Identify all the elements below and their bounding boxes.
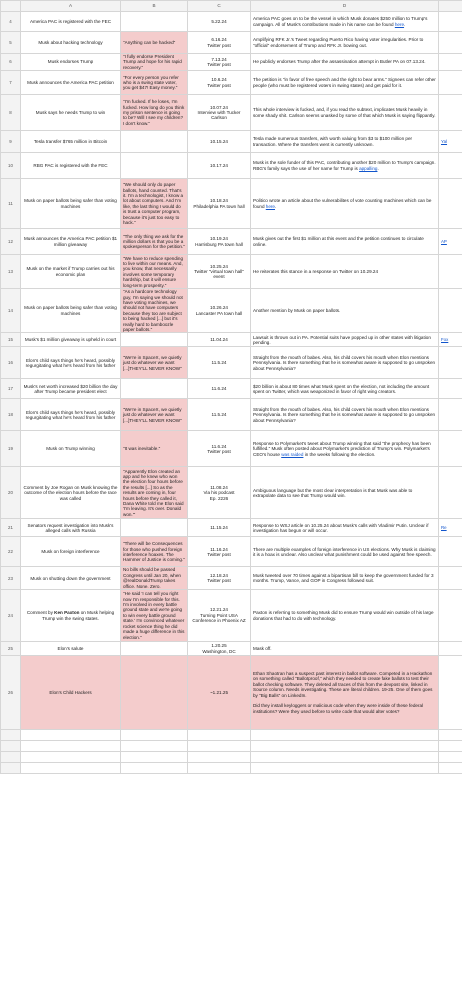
notes-link[interactable]: was raided [281, 451, 304, 457]
table-row [1, 656, 462, 730]
cell-event[interactable]: Elon's salute [21, 642, 121, 656]
cell-notes[interactable] [251, 431, 439, 467]
table-row [1, 431, 462, 467]
table-row [1, 379, 462, 399]
cell-quote[interactable]: "For every person you refer who is a swing state voter, you get $47! Easy money." [121, 71, 188, 95]
empty-cell[interactable] [21, 763, 121, 774]
cell-date-source[interactable]: 10.07.24 Interview with Tucker Carlson [188, 95, 251, 131]
cell-date-source[interactable]: 10.19.24 Harrisburg PA town hall [188, 229, 251, 255]
cell-event[interactable]: Senators request investigation into Musk's alleged calls with Russia [21, 519, 121, 537]
cell-quote[interactable] [121, 379, 188, 399]
row-number[interactable]: 8 [1, 95, 21, 131]
empty-cell[interactable] [121, 741, 188, 752]
empty-cell[interactable] [1, 752, 21, 763]
row-number[interactable]: 16 [1, 347, 21, 379]
cell-source-link[interactable] [439, 431, 462, 467]
cell-event[interactable]: Musk on shutting down the government [21, 567, 121, 590]
column-header-a[interactable]: A [21, 1, 121, 12]
cell-event[interactable]: Musk says he needs Trump to win [21, 95, 121, 131]
event-bold-name: Ken Paxton [54, 610, 80, 616]
cell-date-source[interactable]: 10.26.24 Lancaster PA town hall [188, 289, 251, 333]
table-row [1, 131, 462, 153]
notes-link[interactable]: here [265, 203, 275, 209]
table-row [1, 333, 462, 347]
notes-text-after: in the weeks following the election. [303, 451, 376, 457]
notes-text: Musk is the sole funder of this PAC, contributing another $20 million to Trump's campaign. RBG's family says the use of her name for Trump is [253, 160, 436, 171]
row-number[interactable]: 18 [1, 399, 21, 431]
cell-notes[interactable] [251, 95, 439, 131]
row-number[interactable]: 5 [1, 32, 21, 54]
notes-text: Another mention by Musk on paper ballots. [253, 308, 341, 314]
cell-quote[interactable]: "We're in SpaceX, we quietly just do whatever we want [...]THEY'LL NEVER KNOW" [121, 347, 188, 379]
row-number[interactable]: 9 [1, 131, 21, 153]
cell-date-source[interactable]: 11.6.24 [188, 379, 251, 399]
empty-row [1, 741, 462, 752]
notes-text: Lawsuit is thrown out in PA. Potential suits have popped up in other states with litigation pending. [253, 334, 431, 345]
cell-date-source[interactable]: 11.5.24 [188, 399, 251, 431]
notes-text-after: . [274, 203, 277, 209]
cell-event[interactable]: Musk endorses Trump [21, 54, 121, 71]
cell-event[interactable]: Musk on the market if Trump carries out his economic plan [21, 255, 121, 289]
table-row [1, 71, 462, 95]
cell-date-source[interactable]: 10.17.24 [188, 153, 251, 179]
cell-notes[interactable] [251, 12, 439, 32]
cell-date-source[interactable]: 12.18.24 Twitter post [188, 567, 251, 590]
notes-text-after: . [404, 21, 406, 27]
cell-event[interactable]: Musk on paper ballots being safer than voting machines [21, 289, 121, 333]
cell-event[interactable]: Tesla transfer $765 million in Bitcoin [21, 131, 121, 153]
cell-source-link[interactable] [439, 255, 462, 289]
table-row [1, 289, 462, 333]
corner-cell[interactable] [1, 1, 21, 12]
cell-quote[interactable]: "He said 'I can tell you right now I'm responsible for this. I'm involved in every battle ground state and we're going to win every battle ground state.' I'm convinced whatever rocket science thing he did made a huge difference in this election." [121, 590, 188, 642]
cell-source-link[interactable] [439, 153, 462, 179]
cell-notes[interactable] [251, 54, 439, 71]
cell-event[interactable]: Comment by Joe Rogan on Musk knowing the outcome of the election hours before the race was called [21, 467, 121, 519]
cell-quote[interactable]: "As a hardcore technology guy, I'm saying we should not have voting machines, we should not have computers because they too are subject to being hacked [...] but it's really hard to bamboozle paper ballots." [121, 289, 188, 333]
cell-date-source[interactable]: 11.16.24 Twitter post [188, 537, 251, 567]
cell-event[interactable]: Musk on foreign interference [21, 537, 121, 567]
notes-link[interactable]: here [394, 21, 405, 27]
table-row [1, 347, 462, 379]
cell-quote[interactable] [121, 642, 188, 656]
empty-row [1, 730, 462, 741]
cell-notes[interactable] [251, 229, 439, 255]
empty-row [1, 763, 462, 774]
empty-cell[interactable] [188, 741, 251, 752]
notes-text: Straight from the mouth of babes. Also, his child covers his mouth when Elon mentions Pennsylvania. Is there something that he is somewhat aware is supposed to go unspoken about Pennsylvania? [253, 354, 436, 371]
cell-event[interactable]: Musk announces the America PAC petition [21, 71, 121, 95]
column-header-b[interactable]: B [121, 1, 188, 12]
row-number[interactable]: 20 [1, 467, 21, 519]
cell-source-link[interactable] [439, 537, 462, 567]
empty-cell[interactable] [439, 752, 462, 763]
notes-text: Tesla made numerous transfers, with worth valuing from $3 to $100 million per transaction. Where the transfers went is currently unknown. [253, 136, 413, 147]
row-number[interactable]: 10 [1, 153, 21, 179]
cell-event[interactable]: Musk on paper ballots being safer than voting machines [21, 179, 121, 229]
notes-text: Amplifying RFK Jr.'s Tweet regarding Puerto Rico having voter irregularities. Prior to "official" endorsement of Trump and RFK Jr. bowing out. [253, 37, 424, 48]
row-number[interactable]: 22 [1, 537, 21, 567]
empty-cell[interactable] [121, 763, 188, 774]
empty-cell[interactable] [251, 741, 439, 752]
cell-date-source[interactable]: 7.13.24 Twitter post [188, 54, 251, 71]
table-row [1, 32, 462, 54]
cell-source-link[interactable] [439, 642, 462, 656]
table-row [1, 54, 462, 71]
empty-cell[interactable] [21, 741, 121, 752]
cell-event[interactable]: America PAC is registered with the FEC [21, 12, 121, 32]
row-number[interactable]: 17 [1, 379, 21, 399]
cell-quote[interactable]: "We're in SpaceX, we quietly just do whatever we want [...]THEY'LL NEVER KNOW" [121, 399, 188, 431]
cell-source-link[interactable] [439, 12, 462, 32]
notes-text: America PAC goes on to be the vessel in which Musk donates $250 million to Trump's campaign. All of Musk's contributions made in his name can be found [253, 16, 428, 27]
row-number[interactable]: 4 [1, 12, 21, 32]
cell-quote[interactable] [121, 153, 188, 179]
notes-text: Response to Polymarket's tweet about Trump winning that said "the prophecy has been fulfilled." Musk often posted about Polymarket's prediction of Trump's win. Polymarket's CEO's house [253, 440, 431, 457]
cell-date-source[interactable]: 11.5.24 [188, 347, 251, 379]
cell-event[interactable]: Elon's Child Hackers [21, 656, 121, 730]
column-header-d[interactable]: D [251, 1, 439, 12]
table-row [1, 229, 462, 255]
empty-row [1, 752, 462, 763]
row-number[interactable]: 13 [1, 255, 21, 289]
empty-cell[interactable] [188, 763, 251, 774]
empty-cell[interactable] [439, 730, 462, 741]
cell-event[interactable]: RBG PAC is registered with the FEC [21, 153, 121, 179]
cell-date-source[interactable]: 11.6.24 Twitter post [188, 431, 251, 467]
table-row [1, 642, 462, 656]
empty-cell[interactable] [121, 730, 188, 741]
table-row [1, 12, 462, 32]
cell-date-source[interactable]: 11.15.24 [188, 519, 251, 537]
cell-notes[interactable] [251, 642, 439, 656]
cell-quote[interactable]: "Apparently Elon created an app and he knew who won the election four hours before the results [...] So as the results are coming in, four hours before they called it, Dana White told me Elon said 'I'm leaving. It's over. Donald won.'" [121, 467, 188, 519]
cell-notes[interactable] [251, 590, 439, 642]
notes-text: There are multiple examples of foreign interference in US elections. Why Musk is claiming it is a hoax is unclear. Also unclear what punishment could be used against free speech. [253, 546, 436, 557]
cell-date-source[interactable]: 5.22.24 [188, 12, 251, 32]
notes-text: Musk gives out the first $1 million at this event and the petition continues to circulate online. [253, 236, 424, 247]
table-row [1, 519, 462, 537]
column-header-row [1, 1, 462, 12]
cell-notes[interactable] [251, 537, 439, 567]
notes-text: Musk tweeted over 70 times against a bipartisan bill to keep the government funded for 3 months. Trump, Vance, and GOP in Congress followed suit. [253, 572, 434, 584]
empty-cell[interactable] [251, 752, 439, 763]
cell-quote[interactable]: "We have to reduce spending to live within our means. And, you know, that necessarily involves some temporary hardship, but it will ensure long-term prosperity." [121, 255, 188, 289]
cell-date-source[interactable]: 10.6.24 Twitter post [188, 71, 251, 95]
event-prefix: Comment by [26, 610, 55, 616]
row-number[interactable]: 25 [1, 642, 21, 656]
notes-link[interactable]: appalling [359, 165, 378, 171]
cell-event[interactable]: Musk's $1 million giveaway is upheld in court [21, 333, 121, 347]
cell-source-link[interactable] [439, 399, 462, 431]
cell-quote[interactable]: No bills should be passed Congress until Jan 20, when @realDonaldTrump takes office. None. Zero. [121, 567, 188, 590]
notes-text: $20 billion is about 80 times what Musk spent on the election, not including the amount spent on Twitter, which was weaponized in favor of right wing creators. [253, 383, 430, 394]
cell-notes[interactable] [251, 519, 439, 537]
cell-source-link[interactable] [439, 179, 462, 229]
column-header-c[interactable]: C [188, 1, 251, 12]
cell-notes[interactable] [251, 399, 439, 431]
cell-date-source[interactable]: 11.08.24 Via his podcast Ep. 2226 [188, 467, 251, 519]
notes-text: He reiterates this stance in a response on Twitter on 10.29.24 [253, 269, 379, 275]
row-number[interactable]: 24 [1, 590, 21, 642]
cell-notes[interactable] [251, 467, 439, 519]
cell-quote[interactable]: "I'm fucked. If he loses, I'm fucked. How long do you think my prison sentence is going to be? Will I see my children? I don't know." [121, 95, 188, 131]
empty-cell[interactable] [188, 730, 251, 741]
table-row [1, 255, 462, 289]
cell-event[interactable]: Elon's child says things he's heard, possibly regurgitating what he's heard from his father [21, 347, 121, 379]
cell-event[interactable]: Musk's net worth increased $20 billion the day after Trump became president elect [21, 379, 121, 399]
cell-source-link[interactable] [439, 347, 462, 379]
cell-notes[interactable] [251, 379, 439, 399]
cell-source-link[interactable] [439, 32, 462, 54]
row-number[interactable]: 14 [1, 289, 21, 333]
cell-notes[interactable] [251, 71, 439, 95]
cell-source-link[interactable] [439, 590, 462, 642]
cell-notes[interactable] [251, 153, 439, 179]
notes-text: Ethan Shaotran has a suspect past interest in ballot software. Competed in a Hackathon on something called "Ballotproof," which they needed to create fake ballots to test their ballot checking software. They deleted all traces of this from the devpost site, linked in Source column. Needs investigating. These are literal children. 19-25. One of them goes by "Big Balls" on LinkedIn. Did they install keyloggers or malicious code when they were inside of these federal institutions? Were they used before to write code that would alter votes? [253, 670, 433, 714]
notes-text: Politico wrote an article about the vulnerabilites of vote counting machines which can be found [253, 198, 432, 209]
cell-quote[interactable]: "I fully endorse President Trump and hope for his rapid recovery." [121, 54, 188, 71]
cell-event[interactable]: Elon's child says things he's heard, possibly regurgitating what he's heard from his father [21, 399, 121, 431]
empty-cell[interactable] [251, 730, 439, 741]
cell-date-source[interactable]: 6.16.24 Twitter post [188, 32, 251, 54]
cell-quote[interactable] [121, 656, 188, 730]
event-suffix: on Musk helping Trump win the swing states. [42, 610, 115, 621]
cell-date-source[interactable]: 10.18.24 Philadelphia PA town hall [188, 179, 251, 229]
cell-event[interactable]: Musk on Trump winning [21, 431, 121, 467]
notes-text-after: . [377, 165, 379, 171]
cell-quote[interactable] [121, 333, 188, 347]
cell-event[interactable]: Musk announces the America PAC petition $1 million giveaway [21, 229, 121, 255]
cell-source-link[interactable]: Re [439, 519, 462, 537]
column-header-e[interactable] [439, 1, 462, 12]
row-number[interactable]: 7 [1, 71, 21, 95]
cell-date-source[interactable]: 1.20.25 Washington, DC [188, 642, 251, 656]
notes-text: He publicly endorses Trump after the assassination attempt in Butler PA on 07.13.24. [253, 59, 426, 65]
row-number[interactable]: 21 [1, 519, 21, 537]
cell-source-link[interactable] [439, 54, 462, 71]
cell-notes[interactable] [251, 656, 439, 730]
table-row [1, 467, 462, 519]
empty-cell[interactable] [21, 730, 121, 741]
empty-cell[interactable] [1, 741, 21, 752]
notes-text: The petition is "in favor of free speech and the right to bear arms." Signees can refer other people (who must be registered voters in swing states) and get paid for it. [253, 77, 436, 88]
cell-notes[interactable] [251, 567, 439, 590]
cell-quote[interactable] [121, 12, 188, 32]
cell-source-link[interactable] [439, 567, 462, 590]
row-number[interactable]: 6 [1, 54, 21, 71]
cell-event[interactable]: Musk about hacking technology [21, 32, 121, 54]
cell-quote[interactable] [121, 519, 188, 537]
cell-notes[interactable] [251, 289, 439, 333]
cell-source-link[interactable] [439, 656, 462, 730]
empty-cell[interactable] [1, 763, 21, 774]
row-number[interactable]: 19 [1, 431, 21, 467]
cell-source-link[interactable]: Yal [439, 131, 462, 153]
cell-quote[interactable]: "It was inevitable." [121, 431, 188, 467]
cell-notes[interactable] [251, 347, 439, 379]
row-number[interactable]: 15 [1, 333, 21, 347]
cell-source-link[interactable]: AP [439, 229, 462, 255]
cell-notes[interactable] [251, 179, 439, 229]
cell-notes[interactable] [251, 131, 439, 153]
cell-date-source[interactable]: 11.04.24 [188, 333, 251, 347]
cell-source-link[interactable] [439, 95, 462, 131]
cell-source-link[interactable]: Fox [439, 333, 462, 347]
empty-cell[interactable] [439, 763, 462, 774]
cell-date-source[interactable]: 12.21.24 Turning Point USA Conference in Phoenix AZ [188, 590, 251, 642]
empty-cell[interactable] [188, 752, 251, 763]
cell-source-link[interactable] [439, 467, 462, 519]
empty-cell[interactable] [21, 752, 121, 763]
notes-text: This whole interview is fucked, and, if you read the subtext, implicates Musk heavily in some shady shit. Carlson seems unasked by some of that which Musk is saying flippantly. [253, 107, 436, 118]
row-number[interactable]: 26 [1, 656, 21, 730]
table-row [1, 537, 462, 567]
row-number[interactable]: 11 [1, 179, 21, 229]
empty-cell[interactable] [121, 752, 188, 763]
cell-notes[interactable] [251, 255, 439, 289]
cell-quote[interactable] [121, 131, 188, 153]
cell-notes[interactable] [251, 32, 439, 54]
empty-cell[interactable] [251, 763, 439, 774]
notes-text: Response to WSJ article on 10.25.24 about Musk's calls with Vladimir Putin. Unclear if investigation has begun or will occur. [253, 522, 429, 533]
notes-text: Paxton is referring to something Musk did to ensure Trump would win outside of his large donations that had to do with technology. [253, 610, 434, 621]
cell-source-link[interactable] [439, 289, 462, 333]
notes-text: Mask off. [253, 645, 272, 651]
notes-text: Straight from the mouth of babes. Also, his child covers his mouth when Elon mentions Pennsylvania. Is there something that he is somewhat aware is supposed to go unspoken about Pennsylvania? [253, 406, 436, 423]
table-row [1, 590, 462, 642]
cell-notes[interactable] [251, 333, 439, 347]
cell-source-link[interactable] [439, 379, 462, 399]
cell-quote[interactable]: "We should only do paper ballots, hand counted. That's it. I'm a technologist, I know a lot about computers. And I'm like, the last thing I would do is trust a computer program, because it's just too easy to hack." [121, 179, 188, 229]
table-row [1, 95, 462, 131]
cell-date-source[interactable]: 10.15.24 [188, 131, 251, 153]
notes-text: Ambiguous language but the most clear interpretation is that Musk was able to extrapolate data to see that Trump would win. [253, 487, 413, 498]
empty-cell[interactable] [439, 741, 462, 752]
table-row [1, 153, 462, 179]
cell-date-source[interactable]: 10.25.24 Twitter "virtual town hall" event [188, 255, 251, 289]
cell-source-link[interactable] [439, 71, 462, 95]
cell-quote[interactable]: "The only thing we ask for the million dollars is that you be a spokesperson for the petition." [121, 229, 188, 255]
table-row [1, 399, 462, 431]
cell-quote[interactable]: "There will be Consequences for those who pushed foreign interference hoaxes. The Hammer of Justice is coming." [121, 537, 188, 567]
row-number[interactable]: 23 [1, 567, 21, 590]
empty-cell[interactable] [1, 730, 21, 741]
table-row [1, 179, 462, 229]
cell-quote[interactable]: "Anything can be hacked" [121, 32, 188, 54]
row-number[interactable]: 12 [1, 229, 21, 255]
cell-event[interactable] [21, 590, 121, 642]
cell-date-source[interactable]: ~1.21.25 [188, 656, 251, 730]
table-row [1, 567, 462, 590]
